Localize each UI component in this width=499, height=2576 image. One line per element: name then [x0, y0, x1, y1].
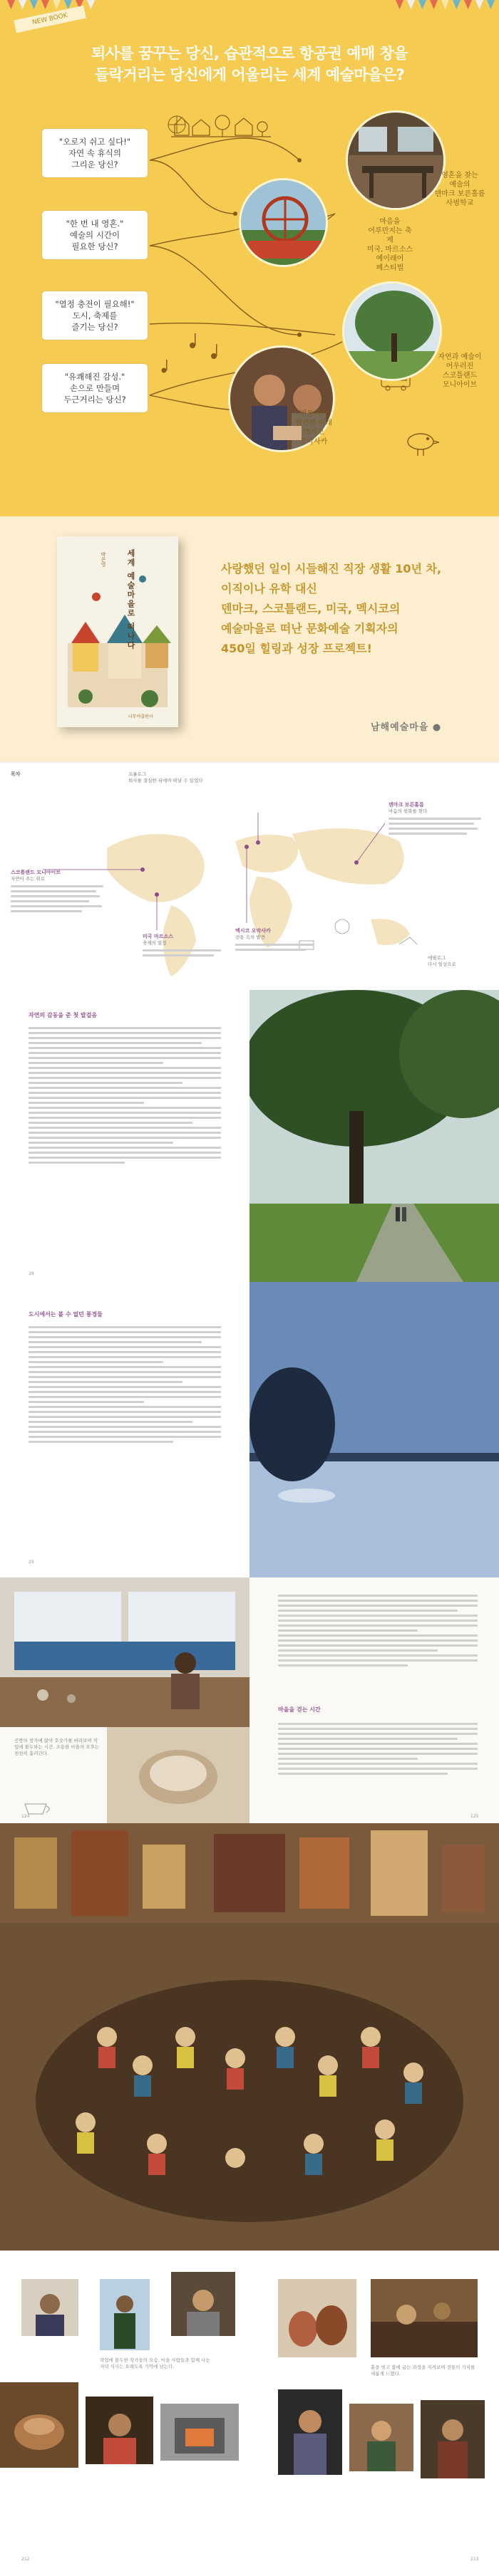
book-section [0, 516, 499, 762]
scotland-sub: 자연이 주는 위로 [11, 876, 46, 882]
question-sub: 그리운 당신? [71, 160, 118, 170]
book-line-1: 사랑했던 일이 시들해진 직장 생활 10년 차, [221, 562, 442, 575]
question-quote: "오로지 쉬고 싶다!" [58, 137, 131, 147]
photo-crowded-workshop [0, 1823, 499, 2251]
scotland-title: 스코틀랜드 모니아이브 [11, 870, 61, 875]
section-heading: 자연의 감동을 준 첫 발걸음 [29, 1012, 98, 1018]
denmark-title: 덴마크 보른홀름 [389, 802, 424, 808]
new-book-ribbon: NEW BOOK [14, 6, 86, 33]
question-sub: 도시, 축제를 [72, 311, 118, 320]
caption-line: 미국, 마르소스 [366, 246, 413, 254]
book-cover [57, 536, 178, 727]
caption-line: 발견한 미래 [295, 419, 332, 427]
photo-caption: 공방의 창가에 앉아 호숫가를 바라보며 작업에 몰두하는 시간. 조용한 마을의 오후는 천천히 흘러간다. [14, 1738, 100, 1756]
page-number: 28 [29, 1271, 34, 1276]
question-bubble-soul [41, 210, 148, 260]
photo-usa-circle [239, 178, 328, 267]
denmark-sub: 마음의 평화를 찾다 [389, 808, 428, 814]
caption-line: 예술의 [449, 181, 470, 189]
caption-line: 어우러진 [446, 363, 474, 370]
caption-line: 멕시코 [303, 429, 324, 437]
caption-line: 영혼을 찾는 [441, 172, 478, 179]
photo-pottery-bowl [107, 1727, 250, 1823]
toc-label: 목차 [11, 771, 21, 777]
prologue-block [128, 771, 203, 784]
photo-workshop-window [0, 1578, 250, 1727]
hero-section [0, 0, 499, 516]
spread-nature-photos [250, 990, 499, 1578]
page-number: 125 [470, 1814, 479, 1819]
question-sub: 손으로 만들며 [69, 383, 120, 393]
map-spread [0, 762, 499, 990]
caption-scotland [428, 353, 492, 390]
caption-line: 오악사카 [299, 438, 328, 446]
photo-artisan-4 [86, 2397, 153, 2464]
caption-mexico [285, 410, 342, 447]
question-sub: 자연 속 휴식의 [68, 148, 121, 158]
page-number: 124 [21, 1814, 30, 1819]
question-sub: 두근거리는 당신? [63, 395, 126, 405]
hero-title-line-1: 퇴사를 꿈꾸는 당신, 습관적으로 항공권 예매 창을 [91, 45, 408, 62]
photo-artisan-1 [21, 2279, 78, 2336]
photo-artisan-5 [278, 2389, 342, 2475]
text-block [29, 1024, 221, 1167]
caption-line: 전통에서 [299, 410, 328, 418]
caption-denmark [428, 171, 492, 208]
question-quote: "유쾌해진 감성." [64, 372, 125, 382]
photo-scotland-circle [342, 281, 442, 381]
book-line-4: 예술마을로 떠난 문화예술 기획자의 [221, 622, 398, 635]
book-line-3: 덴마크, 스코틀랜드, 미국, 멕시코의 [221, 602, 401, 615]
caption-line: 페스티벌 [376, 264, 404, 272]
text-block [278, 1592, 478, 1669]
question-quote: "열정 충전이 필요해!" [55, 299, 135, 309]
photo-artisan-2 [100, 2279, 150, 2350]
prologue-sub: 퇴사를 결심한 뒤에야 떠날 수 있었다 [128, 778, 203, 783]
section-heading: 도시에서는 볼 수 없던 풍경들 [29, 1311, 103, 1318]
book-cover-title: 세계 예술마을로 떠나다 [126, 549, 135, 650]
usa-block [143, 934, 228, 959]
usa-title: 미국 마르소스 [143, 934, 174, 939]
page-number: 212 [21, 2557, 30, 2562]
photo-artisan-7 [421, 2400, 485, 2478]
book-line-5: 450일 힐링과 성장 프로젝트! [221, 642, 372, 655]
mexico-title: 멕시코 오악사카 [235, 928, 271, 934]
question-sub: 필요한 당신? [71, 241, 118, 251]
caption-line: 스코틀랜드 [442, 372, 478, 380]
caption-line: 사범학교 [446, 199, 474, 207]
usa-sub: 축제의 열정 [143, 940, 167, 946]
question-sub: 즐기는 당신? [71, 322, 118, 332]
photo-caption: 작업에 몰두한 작가들의 모습. 마을 사람들과 함께 나눈 저녁 식사는 오래도록 기억에 남는다. [100, 2357, 210, 2369]
photo-artisan-6 [349, 2404, 413, 2471]
question-bubble-craft [41, 363, 148, 413]
page-number: 213 [470, 2557, 479, 2562]
book-description [221, 559, 485, 659]
spread-nature [0, 990, 499, 1578]
photo-lake-winter [250, 1282, 499, 1578]
book-line-2: 이직이나 유학 대신 [221, 582, 317, 595]
epilogue-block [428, 955, 456, 968]
prologue-title: 프롤로그 [128, 771, 147, 777]
publisher-logo: 남해예술마을 ● [371, 722, 442, 733]
caption-usa [365, 217, 415, 273]
page-number: 29 [29, 1560, 34, 1565]
section-heading: 마을을 걷는 시간 [278, 1706, 321, 1713]
photo-workbench [371, 2279, 478, 2357]
text-block [29, 1323, 221, 1446]
question-sub: 예술의 시간이 [69, 230, 120, 240]
question-bubble-passion [41, 291, 148, 340]
caption-line: 자연과 예술이 [438, 353, 482, 361]
question-bubble-rest [41, 128, 148, 178]
caption-line: 예이래어 [376, 255, 404, 263]
spread-crafts [0, 2251, 499, 2576]
photo-kiln [160, 2404, 239, 2461]
book-cover-publisher: 나무야출판사 [128, 714, 153, 719]
mexico-sub: 전통 속의 발견 [235, 934, 265, 940]
photo-pottery-hands [0, 2382, 78, 2468]
epilogue-sub: 다시 일상으로 [428, 961, 456, 967]
photo-clay-pots [278, 2279, 356, 2357]
spread-nature-left [0, 990, 250, 1578]
photo-artisan-3 [171, 2272, 235, 2336]
book-cover-author: 박은영 [101, 552, 106, 567]
question-quote: "한 번 내 영혼." [66, 219, 124, 229]
caption-line: 모니아이브 [442, 381, 478, 389]
caption-line: 마음을 [379, 218, 401, 226]
hero-title-line-2: 들락거리는 당신에게 어울리는 세계 예술마을은? [94, 66, 405, 83]
photo-caption: 흙을 빚고 불에 굽는 과정을 지켜보며 전통의 가치를 새롭게 느꼈다. [371, 2364, 475, 2377]
caption-line: 어루만지는 축제 [368, 227, 412, 244]
text-block [278, 1720, 478, 1778]
caption-line: 덴마크 보른홀름 [434, 190, 485, 198]
mexico-block [235, 928, 328, 954]
photo-tree-path [250, 990, 499, 1282]
spread-workshop-window [0, 1578, 499, 1823]
denmark-block [389, 802, 488, 838]
scotland-block [11, 870, 110, 915]
epilogue-title: 에필로그 [428, 955, 446, 961]
